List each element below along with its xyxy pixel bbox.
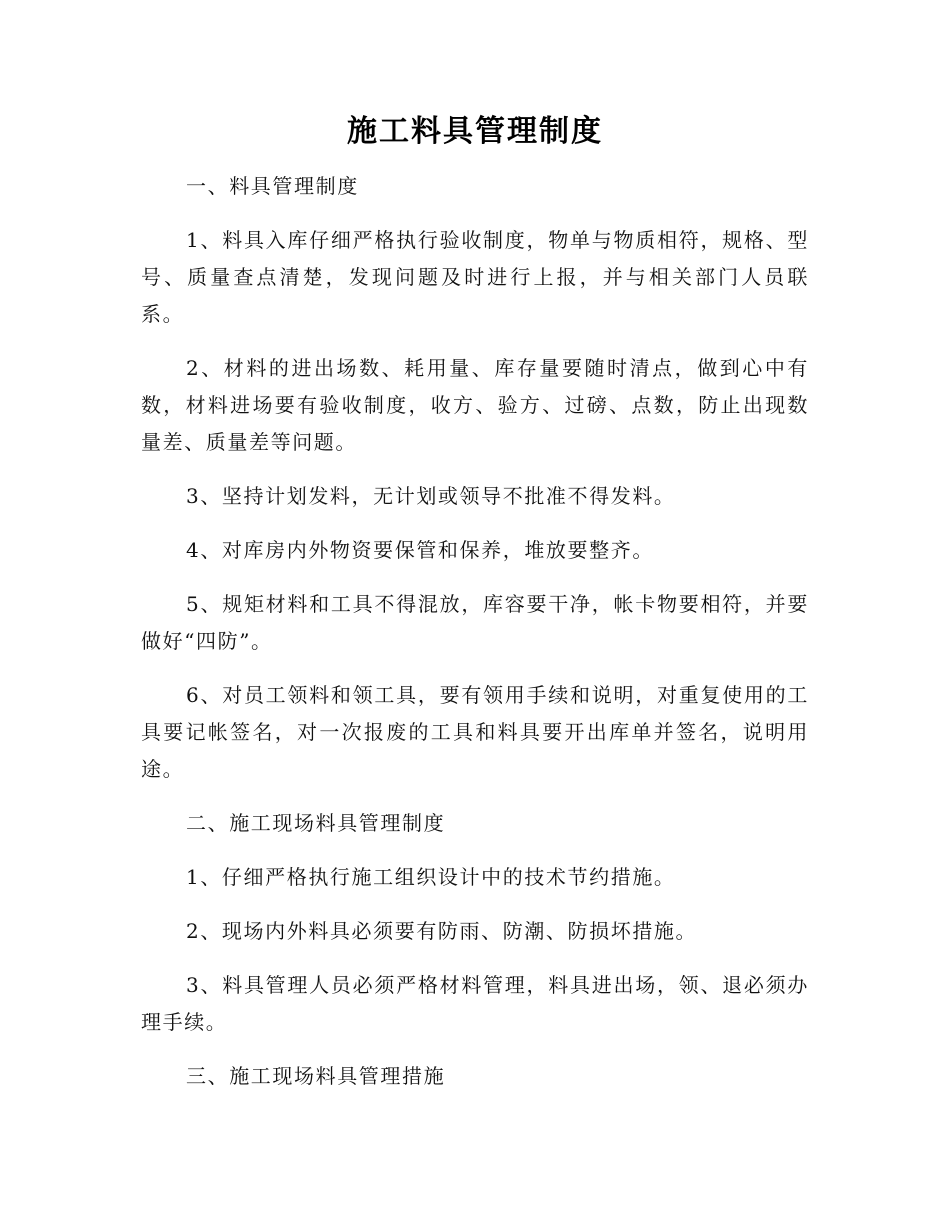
paragraph: 5、规矩材料和工具不得混放，库容要干净，帐卡物要相符，并要做好“四防”。 [141,592,809,653]
paragraph: 3、料具管理人员必须严格材料管理，料具进出场，领、退必须办理手续。 [141,973,809,1034]
paragraph: 4、对库房内外物资要保管和保养，堆放要整齐。 [186,538,654,562]
paragraph: 2、材料的进出场数、耗用量、库存量要随时清点，做到心中有数，材料进场要有验收制度，收方、验方、过磅、点数，防止出现数量差、质量差等问题。 [141,356,809,454]
section-heading: 三、施工现场料具管理措施 [186,1064,446,1088]
paragraph: 1、仔细严格执行施工组织设计中的技术节约措施。 [186,865,676,889]
paragraph: 3、坚持计划发料，无计划或领导不批准不得发料。 [186,484,676,508]
paragraph: 6、对员工领料和领工具，要有领用手续和说明，对重复使用的工具要记帐签名，对一次报废的工具和料具要开出库单并签名，说明用途。 [141,683,809,781]
section-heading: 二、施工现场料具管理制度 [186,811,446,835]
document-body [141,168,809,1112]
paragraph: 1、料具入库仔细严格执行验收制度，物单与物质相符，规格、型号、质量查点清楚，发现问题及时进行上报，并与相关部门人员联系。 [141,228,809,326]
section-heading: 一、料具管理制度 [186,174,359,198]
page-title: 施工料具管理制度 [347,114,603,149]
paragraph: 2、现场内外料具必须要有防雨、防潮、防损坏措施。 [186,919,698,943]
